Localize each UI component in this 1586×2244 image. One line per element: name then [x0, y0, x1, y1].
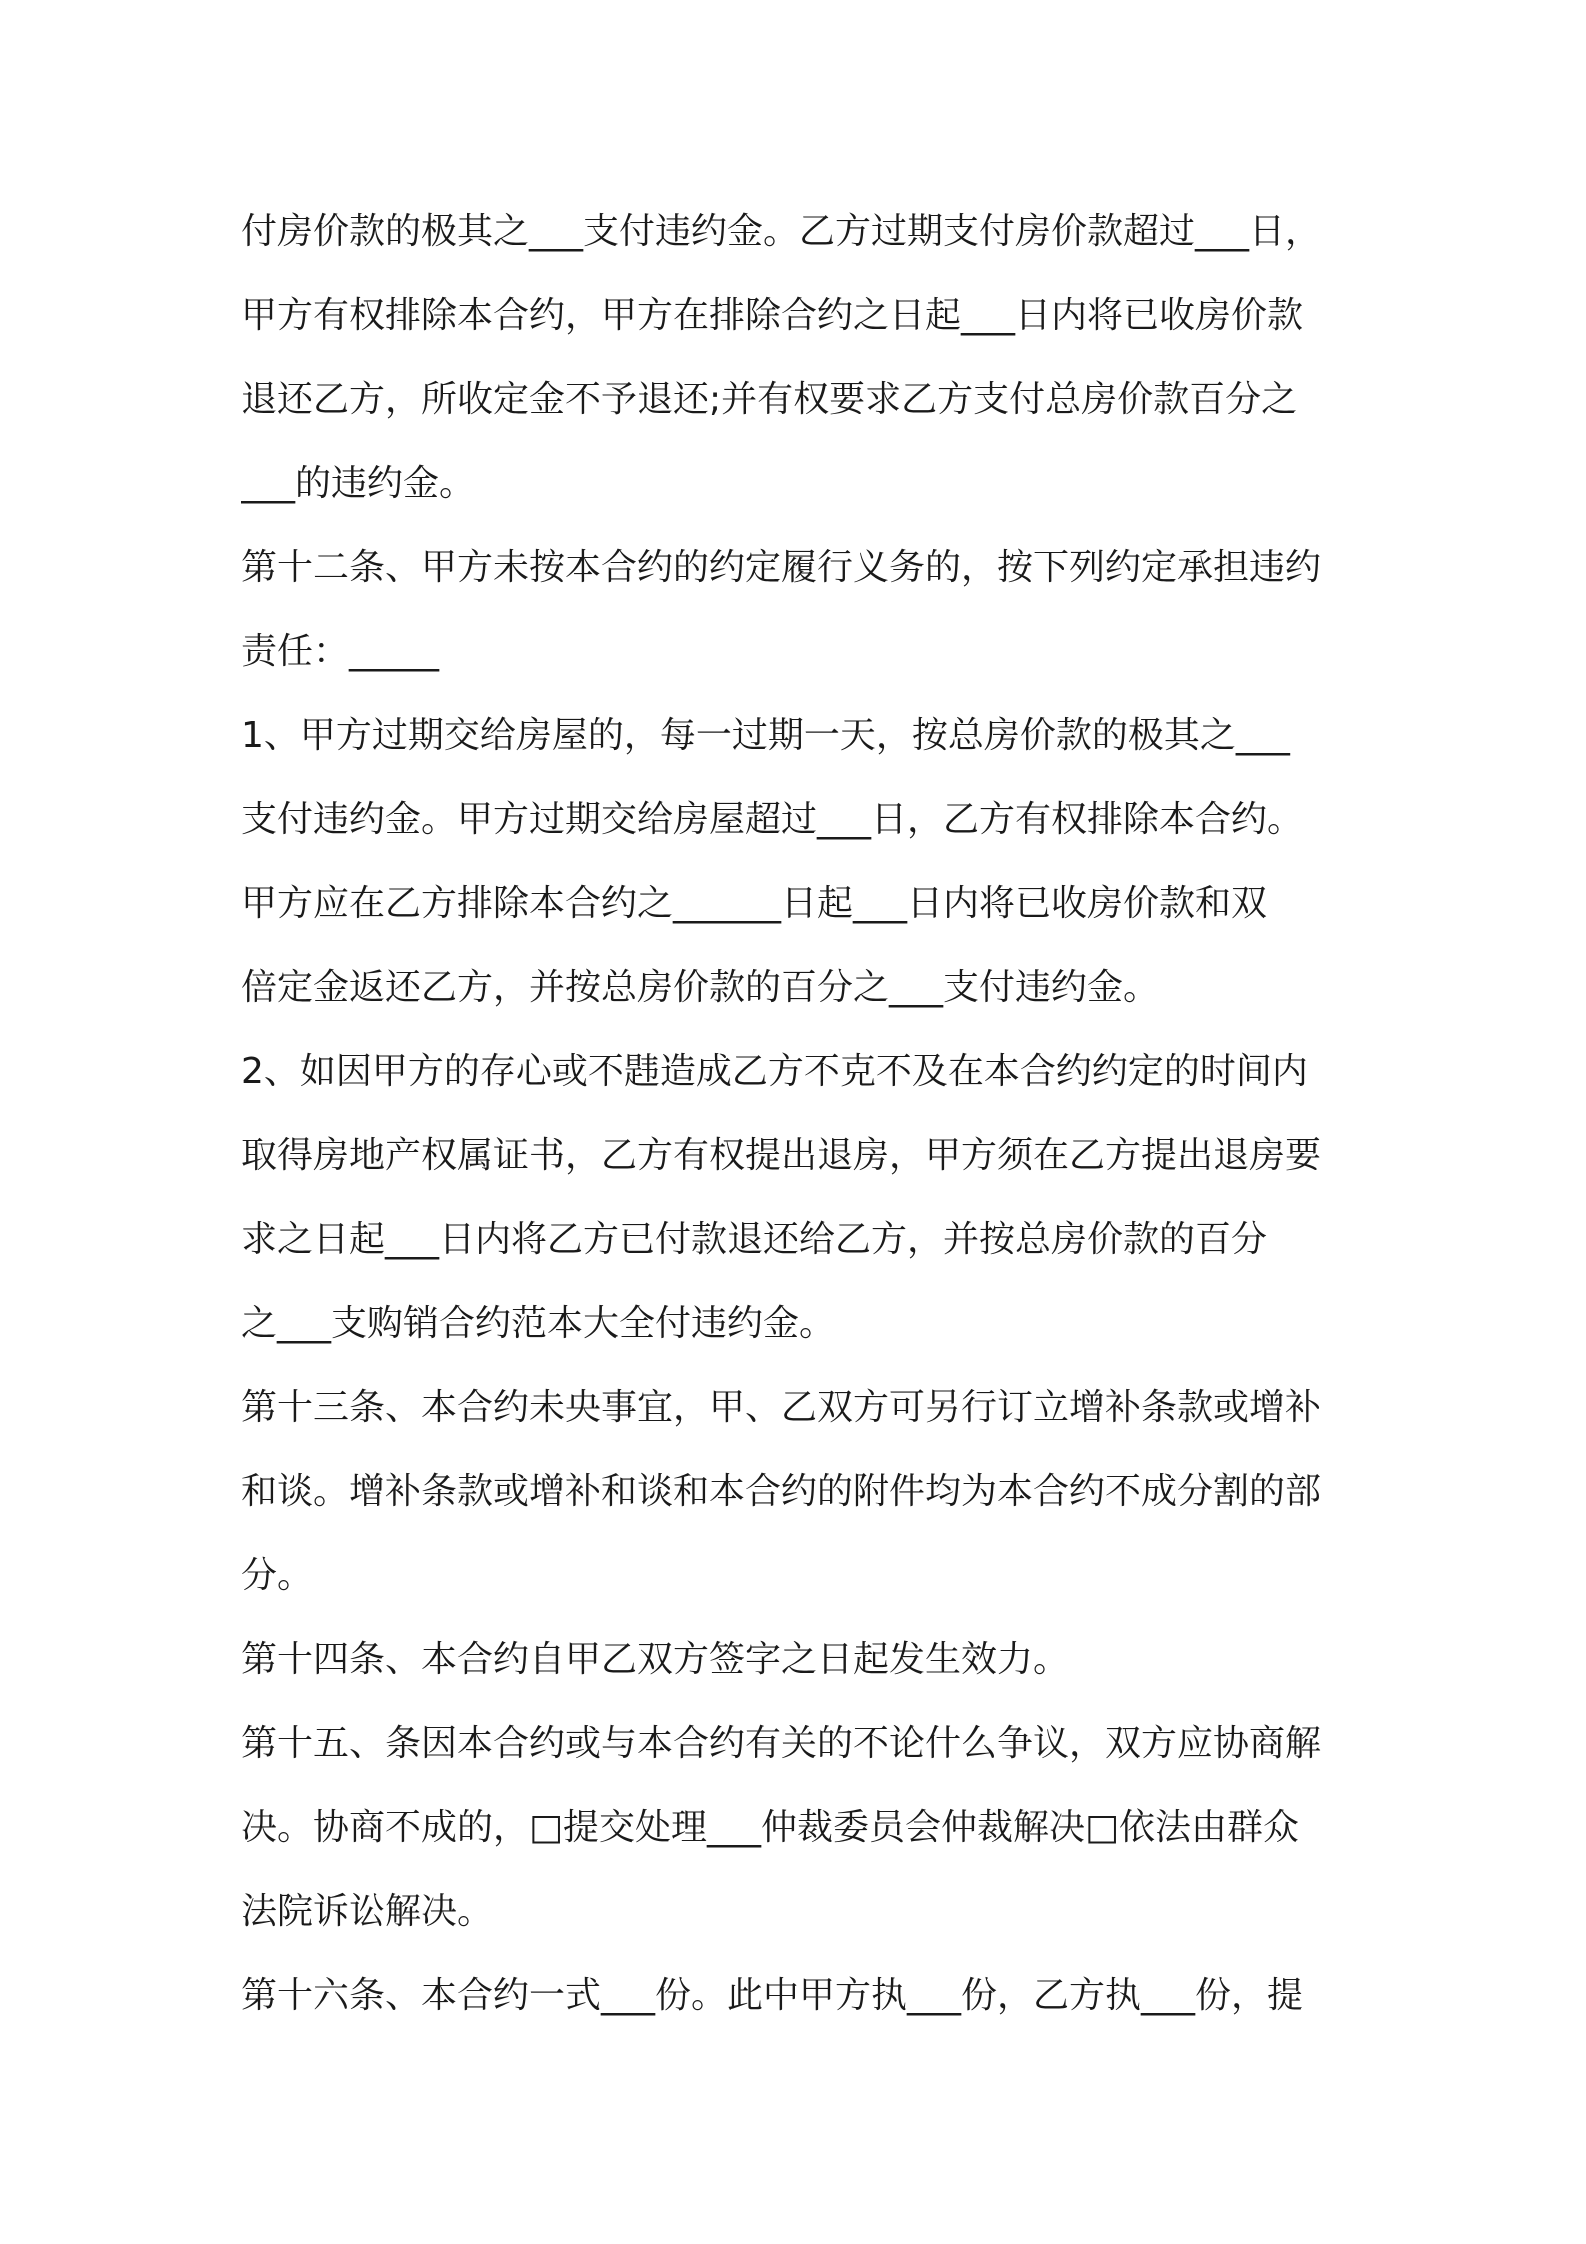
- clause-1: 1、甲方过期交给房屋的，每一过期一天，按总房价款的极其之___: [241, 715, 1290, 756]
- text-line: ___的违约金。: [241, 463, 476, 504]
- text-line: 倍定金返还乙方，并按总房价款的百分之___支付违约金。: [241, 967, 1160, 1008]
- article-15-heading: 第十五、条因本合约或与本合约有关的不论什么争议，双方应协商解: [241, 1723, 1322, 1764]
- contract-text: [241, 190, 1361, 2038]
- text-line: 甲方有权排除本合约，甲方在排除合约之日起___日内将已收房价款: [241, 295, 1304, 336]
- text-line: 求之日起___日内将乙方已付款退还给乙方，并按总房价款的百分: [241, 1219, 1268, 1260]
- text-line: 支付违约金。甲方过期交给房屋超过___日，乙方有权排除本合约。: [241, 799, 1304, 840]
- article-14-heading: 第十四条、本合约自甲乙双方签字之日起发生效力。: [241, 1639, 1070, 1680]
- text-line: 之___支购销合约范本大全付违约金。: [241, 1303, 836, 1344]
- text-line: 退还乙方，所收定金不予退还;并有权要求乙方支付总房价款百分之: [241, 379, 1298, 420]
- article-13-heading: 第十三条、本合约未央事宜，甲、乙双方可另行订立增补条款或增补: [241, 1387, 1322, 1428]
- text-line: 决。协商不成的，□提交处理___仲裁委员会仲裁解决□依法由群众: [241, 1807, 1300, 1848]
- clause-2: 2、如因甲方的存心或不韪造成乙方不克不及在本合约约定的时间内: [241, 1051, 1308, 1092]
- text-line: 责任：_____: [241, 631, 440, 672]
- text-line: 甲方应在乙方排除本合约之______日起___日内将已收房价款和双: [241, 883, 1268, 924]
- text-line: 法院诉讼解决。: [241, 1891, 494, 1932]
- article-16-heading: 第十六条、本合约一式___份。此中甲方执___份，乙方执___份，提: [241, 1975, 1304, 2016]
- article-12-heading: 第十二条、甲方未按本合约的约定履行义务的，按下列约定承担违约: [241, 547, 1322, 588]
- text-line: 取得房地产权属证书，乙方有权提出退房，甲方须在乙方提出退房要: [241, 1135, 1322, 1176]
- text-line: 和谈。增补条款或增补和谈和本合约的附件均为本合约不成分割的部: [241, 1471, 1322, 1512]
- text-line: 分。: [241, 1555, 314, 1596]
- text-line: 付房价款的极其之___支付违约金。乙方过期支付房价款超过___日，: [241, 211, 1322, 252]
